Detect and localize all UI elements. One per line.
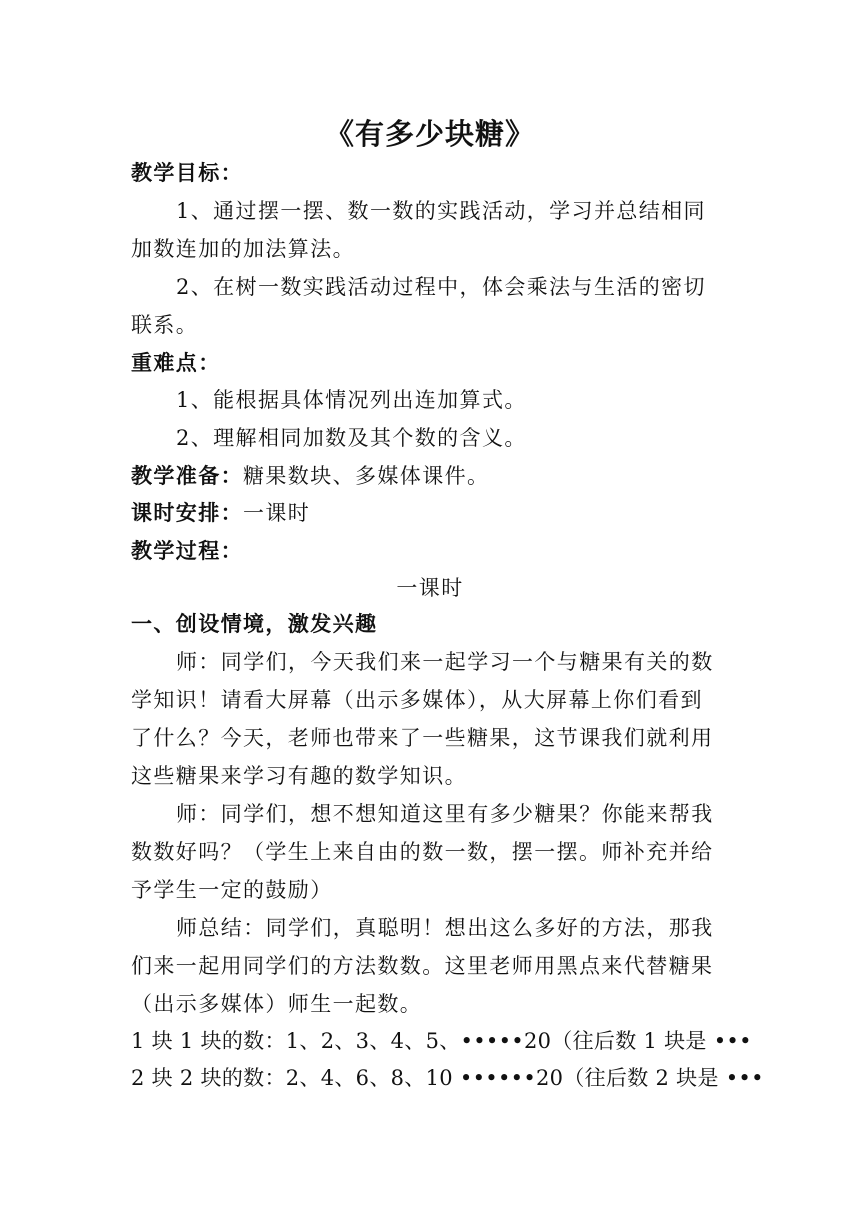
paragraph-2-line-2: 数数好吗？（学生上来自由的数一数，摆一摆。师补充并给 [131, 840, 714, 864]
document-title: 《有多少块糖》 [324, 117, 535, 151]
key-point-1: 1、能根据具体情况列出连加算式。 [176, 388, 527, 412]
schedule-line [131, 499, 310, 527]
session-label: 一课时 [396, 576, 464, 600]
paragraph-3-line-3: （出示多媒体）师生一起数。 [131, 992, 423, 1016]
key-point-2: 2、理解相同加数及其个数的含义。 [176, 426, 527, 450]
key-points-heading: 重难点： [131, 351, 221, 375]
goals-heading: 教学目标： [131, 161, 243, 185]
preparation-line [131, 462, 489, 490]
goal-2-line-1: 2、在树一数实践活动过程中，体会乘法与生活的密切 [176, 275, 706, 299]
schedule-label: 课时安排： [131, 501, 243, 525]
paragraph-3-line-2: 们来一起用同学们的方法数数。这里老师用黑点来代替糖果 [131, 954, 714, 978]
paragraph-3-line-1: 师总结：同学们，真聪明！想出这么多好的方法，那我 [176, 916, 714, 940]
paragraph-1-line-1: 师：同学们，今天我们来一起学习一个与糖果有关的数 [176, 650, 714, 674]
process-heading: 教学过程： [131, 539, 243, 563]
preparation-label: 教学准备： [131, 464, 243, 488]
paragraph-1-line-4: 这些糖果来学习有趣的数学知识。 [131, 764, 467, 788]
section-1-heading: 一、创设情境，激发兴趣 [131, 612, 378, 636]
preparation-value: 糖果数块、多媒体课件。 [243, 464, 490, 488]
paragraph-1-line-2: 学知识！请看大屏幕（出示多媒体），从大屏幕上你们看到 [131, 688, 703, 712]
paragraph-2-line-3: 予学生一定的鼓励） [131, 878, 333, 902]
goal-1-line-2: 加数连加的加法算法。 [131, 237, 355, 261]
paragraph-1-line-3: 了什么？今天，老师也带来了一些糖果，这节课我们就利用 [131, 726, 714, 750]
goal-1-line-1: 1、通过摆一摆、数一数的实践活动，学习并总结相同 [176, 199, 706, 223]
schedule-value: 一课时 [243, 501, 311, 525]
count-line-1: 1 块 1 块的数：1、2、3、4、5、•••••20（往后数 1 块是 ••• [131, 1029, 752, 1053]
count-line-2: 2 块 2 块的数：2、4、6、8、10 ••••••20（往后数 2 块是 ••• [131, 1066, 764, 1090]
paragraph-2-line-1: 师：同学们，想不想知道这里有多少糖果？你能来帮我 [176, 802, 714, 826]
goal-2-line-2: 联系。 [131, 313, 199, 337]
